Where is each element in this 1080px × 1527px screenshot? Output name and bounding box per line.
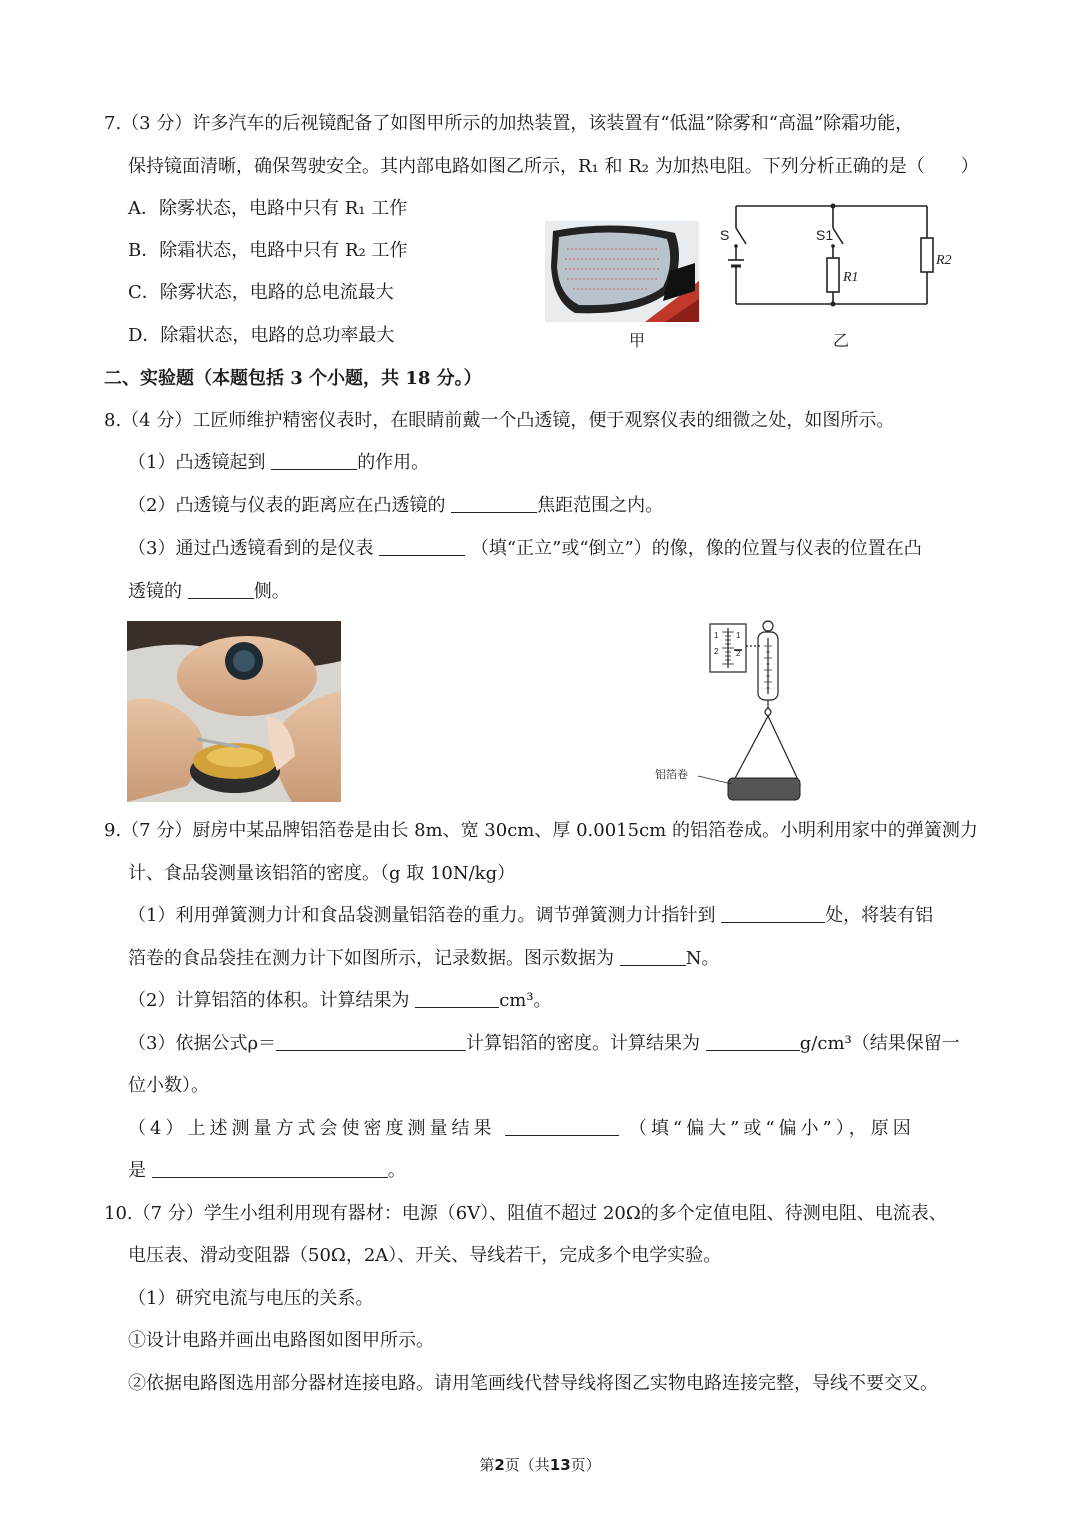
svg-text:2: 2 [714, 647, 719, 656]
svg-text:1: 1 [714, 631, 719, 640]
answer-blank[interactable] [620, 947, 686, 966]
q9-p3-text: （3）依据公式ρ＝ [128, 1033, 277, 1054]
footer-mid: 页（共 [504, 1456, 550, 1474]
q9-part2 [128, 989, 552, 1013]
r2-label: R2 [936, 253, 952, 268]
q9-part4 [128, 1117, 915, 1141]
page-footer [0, 1454, 1080, 1475]
q9-stem-line1: 9.（7 分）厨房中某品牌铝箔卷是由长 8m、宽 30cm、厚 0.0015cm 的铝箔卷成。小明利用家中的弹簧测力 [104, 820, 978, 841]
q8-p2-text: （2）凸透镜与仪表的距离应在凸透镜的 [128, 495, 446, 516]
q9-stem-line2: 计、食品袋测量该铝箔的密度。（g 取 10N/kg） [128, 863, 516, 884]
svg-text:1: 1 [736, 631, 741, 640]
q8-p3-cont-tail: 侧。 [253, 581, 290, 602]
q9-part1-cont [128, 947, 719, 971]
q8-p3-cont-text: 透镜的 [128, 581, 182, 602]
mirror-photo [545, 221, 699, 322]
q10-stem-line2: 电压表、滑动变阻器（50Ω，2A）、开关、导线若干，完成多个电学实验。 [128, 1245, 722, 1266]
q9-p4-text: （4）上述测量方式会使密度测量结果 [128, 1118, 496, 1139]
fig-jia-caption: 甲 [629, 331, 646, 350]
q7-stem-line2: 保持镜面清晰，确保驾驶安全。其内部电路如图乙所示，R₁ 和 R₂ 为加热电阻。下列分析正确的是（ ） [128, 156, 979, 177]
q7-option-b: B．除霜状态，电路中只有 R₂ 工作 [128, 240, 408, 261]
page-total: 13 [549, 1456, 571, 1474]
answer-blank[interactable] [451, 494, 537, 513]
q9-part3 [128, 1032, 960, 1056]
q9-part1 [128, 904, 933, 928]
q9-p1-unit: N。 [685, 948, 720, 969]
q9-p3-tail: g/cm³（结果保留一 [799, 1033, 960, 1054]
q8-part1 [128, 451, 429, 475]
q8-p1-text: （1）凸透镜起到 [128, 452, 266, 473]
answer-blank[interactable] [152, 1159, 388, 1178]
q8-p2-tail: 焦距范围之内。 [537, 495, 664, 516]
q9-p4-end: 。 [387, 1160, 406, 1181]
q10-part1: （1）研究电流与电压的关系。 [128, 1288, 374, 1309]
fig-yi-caption: 乙 [833, 331, 850, 350]
q7-option-d: D．除霜状态，电路的总功率最大 [128, 325, 395, 346]
section2-heading: 二、实验题（本题包括 3 个小题，共 18 分。） [104, 368, 482, 389]
answer-blank[interactable] [271, 451, 357, 470]
q9-p2-unit: cm³。 [499, 990, 552, 1011]
page-number: 2 [494, 1456, 505, 1474]
watchmaker-photo [127, 621, 341, 802]
q10-step1: ①设计电路并画出电路图如图甲所示。 [128, 1330, 434, 1351]
q9-p4-cont-text: 是 [128, 1160, 146, 1181]
q9-part4-cont [128, 1159, 406, 1183]
q7-option-c: C．除雾状态，电路的总电流最大 [128, 282, 394, 303]
footer-pre: 第 [479, 1456, 495, 1474]
r1-label: R1 [843, 270, 859, 285]
switch-s1-label: S1 [816, 227, 834, 243]
foil-roll-label: 铝箔卷 [655, 768, 688, 781]
q9-p3-mid: 计算铝箔的密度。计算结果为 [466, 1033, 701, 1054]
circuit-diagram [712, 198, 962, 310]
q8-stem: 8.（4 分）工匠师维护精密仪表时，在眼睛前戴一个凸透镜，便于观察仪表的细微之处，如图所示。 [104, 410, 895, 431]
q7-option-a: A．除雾状态，电路中只有 R₁ 工作 [128, 198, 408, 219]
footer-post: 页） [570, 1456, 601, 1474]
formula-blank[interactable] [276, 1032, 466, 1051]
q8-p3-tail: （填“正立”或“倒立”）的像，像的位置与仪表的位置在凸 [470, 538, 922, 559]
q10-stem-line1: 10.（7 分）学生小组利用现有器材：电源（6V）、阻值不超过 20Ω的多个定值电阻、待测电阻、电流表、 [104, 1203, 947, 1224]
q8-p3-text: （3）通过凸透镜看到的是仪表 [128, 538, 374, 559]
q9-p1-text: （1）利用弹簧测力计和食品袋测量铝箔卷的重力。调节弹簧测力计指针到 [128, 905, 716, 926]
q9-p2-text: （2）计算铝箔的体积。计算结果为 [128, 990, 410, 1011]
q9-p1-cont-text: 箔卷的食品袋挂在测力计下如图所示，记录数据。图示数据为 [128, 948, 614, 969]
answer-blank[interactable] [379, 537, 465, 556]
q8-part3 [128, 537, 922, 561]
answer-blank[interactable] [706, 1032, 800, 1051]
q9-p1-tail: 处，将装有铝 [825, 905, 934, 926]
answer-blank[interactable] [505, 1117, 619, 1136]
switch-s-label: S [720, 227, 730, 243]
answer-blank[interactable] [415, 989, 499, 1008]
q8-p1-tail: 的作用。 [357, 452, 430, 473]
q8-part3-cont [128, 580, 290, 604]
q9-p4-tail: （填“偏大”或“偏小”），原因 [628, 1118, 915, 1139]
q10-step2: ②依据电路图选用部分器材连接电路。请用笔画线代替导线将图乙实物电路连接完整，导线不要交叉。 [128, 1373, 938, 1394]
q9-part3-cont: 位小数）。 [128, 1075, 209, 1096]
svg-text:2: 2 [736, 649, 741, 658]
q7-stem-line1: 7.（3 分）许多汽车的后视镜配备了如图甲所示的加热装置，该装置有“低温”除雾和“高温”除霜功能， [104, 113, 914, 134]
q8-part2 [128, 494, 663, 518]
answer-blank[interactable] [188, 580, 254, 599]
answer-blank[interactable] [721, 904, 825, 923]
